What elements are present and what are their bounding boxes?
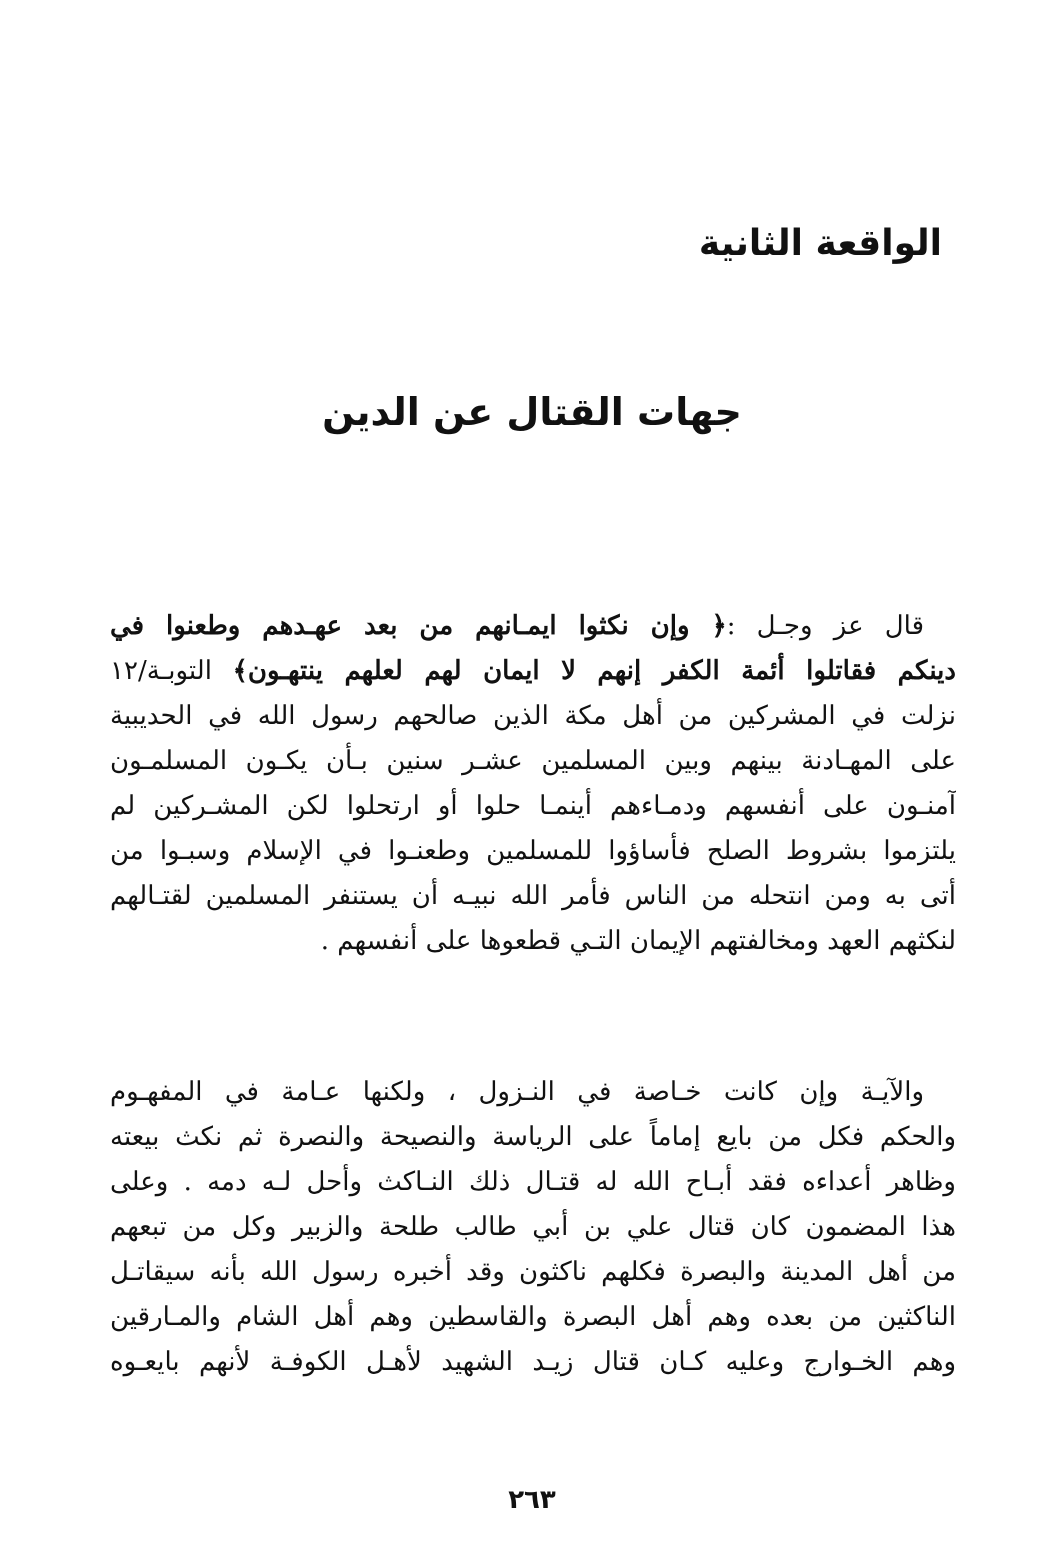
paragraph-2 — [110, 1070, 956, 1385]
text-line: وهم الخـوارج وعليه كـان قتال زيـد الشهيد لأهـل الكوفـة لأنهم بايعـوه — [110, 1347, 956, 1377]
text-line: لنكثهم العهد ومخالفتهم الإيمان التـي قطعوها على أنفسهم . — [320, 926, 956, 956]
text-line: نزلت في المشركين من أهل مكة الذين صالحهم رسول الله في الحديبية — [110, 701, 956, 731]
text-run: قال عز وجـل : — [726, 611, 924, 641]
chapter-label: الواقعة الثانية — [698, 223, 942, 264]
text-line: آمنـون على أنفسهم ودمـاءهم أينمـا حلوا أو ارتحلوا لكن المشـركين لم — [110, 791, 956, 821]
text-line — [110, 604, 956, 649]
quran-quote: دينكم فقاتلوا أئمة الكفر إنهم لا ايمان لهم لعلهم ينتهـون﴾ — [232, 656, 956, 686]
text-line: من أهل المدينة والبصرة فكلهم ناكثون وقد أخبره رسول الله بأنه سيقاتـل — [110, 1257, 956, 1287]
text-line — [110, 649, 956, 694]
text-line: وظاهر أعداءه فقد أبـاح الله له قتـال ذلك النـاكث وأحل لـه دمه . وعلى — [110, 1167, 956, 1197]
text-line: على المهـادنة بينهم وبين المسلمين عشـر سنين بـأن يكـون المسلمـون — [110, 746, 956, 776]
text-line: والآيـة وإن كانت خـاصة في النـزول ، ولكنها عـامة في المفهـوم — [110, 1077, 924, 1107]
text-line: هذا المضمون كان قتال علي بن أبي طالب طلحة والزبير وكل من تبعهم — [110, 1212, 956, 1242]
text-line: والحكم فكل من بايع إماماً على الرياسة والنصيحة والنصرة ثم نكث بيعته — [110, 1122, 956, 1152]
quran-citation: التوبـة/١٢ — [110, 656, 233, 686]
chapter-title: جهات القتال عن الدين — [322, 390, 742, 434]
quran-quote: ﴿ وإن نكثوا ايمـانهم من بعد عهـدهم وطعنوا في — [110, 611, 727, 641]
page-number: ٢٦٣ — [508, 1485, 556, 1515]
text-line: يلتزموا بشروط الصلح فأساؤوا للمسلمين وطعنـوا في الإسلام وسبـوا من — [110, 836, 956, 866]
paragraph-1 — [110, 604, 956, 964]
text-line: أتى به ومن انتحله من الناس فأمر الله نبيـه أن يستنفر المسلمين لقتـالهم — [110, 881, 956, 911]
text-line: الناكثين من بعده وهم أهل البصرة والقاسطين وهم أهل الشام والمـارقين — [110, 1302, 956, 1332]
